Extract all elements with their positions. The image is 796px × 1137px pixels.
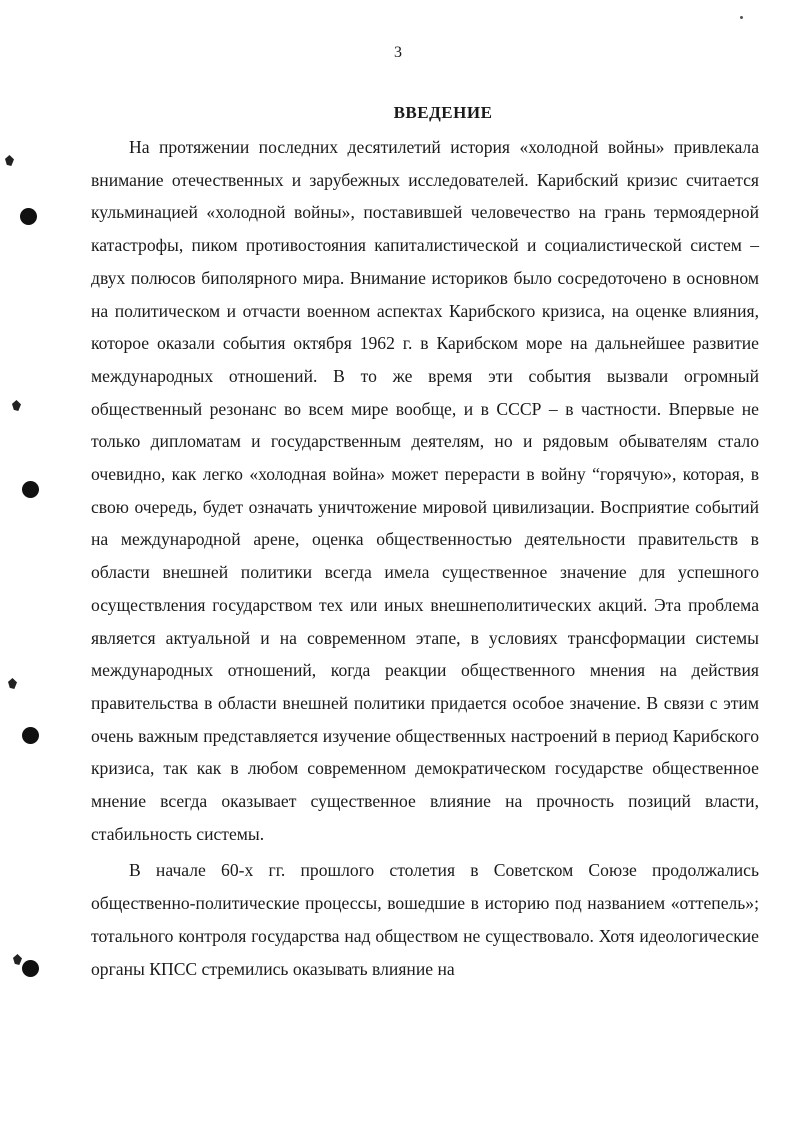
punch-hole [5, 155, 14, 166]
body-text [91, 131, 759, 985]
punch-hole [13, 954, 22, 965]
punch-hole [8, 678, 17, 689]
paragraph-1: На протяжении последних десятилетий история «холодной войны» привлекала внимание отечественных и зарубежных исследователей. Карибский кризис считается кульминацией «холодной войны», поставившей человечество на грань термоядерной катастрофы, пиком противостояния капиталистической и социалистической систем – двух полюсов биполярного мира. Внимание историков было сосредоточено в основном на политическом и отчасти военном аспектах Карибского кризиса, на оценке влияния, которое оказали события октября 1962 г. в Карибском море на дальнейшее развитие международных отношений. В то же время эти события вызвали огромный общественный резонанс во всем мире вообще, и в СССР – в частности. Впервые не только дипломатам и государственным деятелям, но и рядовым обывателям стало очевидно, как легко «холодная война» может перерасти в войну “горячую», которая, в свою очередь, будет означать уничтожение мировой цивилизации. Восприятие событий на международной арене, оценка общественностью деятельности правительств в области внешней политики всегда имела существенное значение для успешного осуществления государством тех или иных внешнеполитических акций. Эта проблема является актуальной и на современном этапе, в условиях трансформации системы международных отношений, когда реакции общественного мнения на действия правительства в области внешней политики придается особое значение. В связи с этим очень важным представляется изучение общественных настроений в период Карибского кризиса, так как в любом современном демократическом государстве общественное мнение всегда оказывает существенное влияние на прочность позиций власти, стабильность системы. [91, 137, 759, 844]
punch-hole [12, 400, 21, 411]
punch-hole [22, 960, 39, 977]
punch-hole [22, 727, 39, 744]
punch-hole [22, 481, 39, 498]
page-heading: ВВЕДЕНИЕ [393, 103, 493, 122]
page-number: 3 [394, 44, 402, 61]
paragraph-2: В начале 60-х гг. прошлого столетия в Советском Союзе продолжались общественно-политические процессы, вошедшие в историю под названием «оттепель»; тотального контроля государства над обществом не существовало. Хотя идеологические органы КПСС стремились оказывать влияние на [91, 860, 759, 979]
punch-hole [20, 208, 37, 225]
scan-dot [740, 16, 743, 19]
